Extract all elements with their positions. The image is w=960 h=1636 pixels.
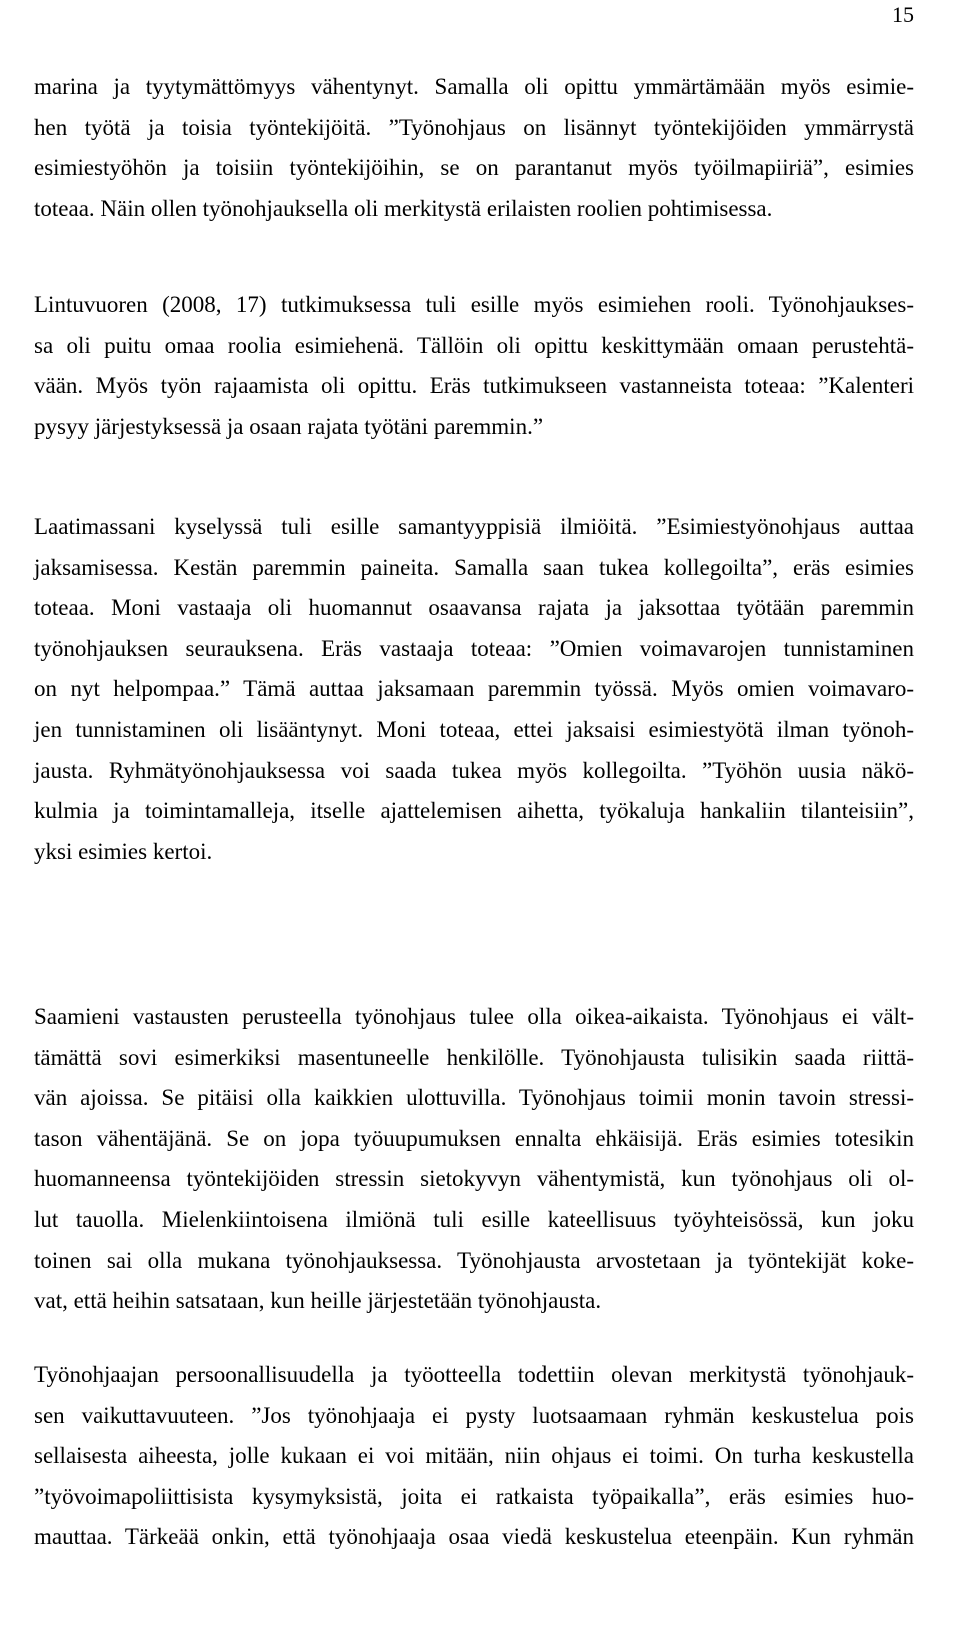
text-line: esimiestyöhön ja toisiin työntekijöihin, se on parantanut myös työilmapiiriä”, esimies: [34, 155, 914, 181]
text-line: kulmia ja toimintamalleja, itselle ajattelemisen aihetta, työkaluja hankaliin tilanteisiin”,: [34, 798, 914, 824]
text-line: mauttaa. Tärkeää onkin, että työnohjaaja osaa viedä keskustelua eteenpäin. Kun ryhmän: [34, 1524, 914, 1550]
text-line: lut tauolla. Mielenkiintoisena ilmiönä tuli esille kateellisuus työyhteisössä, kun joku: [34, 1207, 914, 1232]
text-line: jaksamisessa. Kestän paremmin paineita. Samalla saan tukea kollegoilta”, eräs esimies: [34, 554, 914, 580]
text-line: työnohjauksen seurauksena. Eräs vastaaja toteaa: ”Omien voimavarojen tunnistaminen: [34, 635, 914, 661]
text-line: jen tunnistaminen oli lisääntynyt. Moni toteaa, ettei jaksaisi esimiestyötä ilman työnoh-: [34, 717, 914, 742]
text-line: Työnohjaajan persoonallisuudella ja työotteella todettiin olevan merkitystä työnohjauk-: [34, 1362, 914, 1387]
text-line: toteaa. Näin ollen työnohjauksella oli merkitystä erilaisten roolien pohtimisessa.: [34, 195, 773, 221]
text-line: yksi esimies kertoi.: [34, 838, 213, 864]
text-line: Saamieni vastausten perusteella työnohjaus tulee olla oikea-aikaista. Työnohjaus ei vält-: [34, 1004, 914, 1029]
page-number: 15: [892, 2, 914, 27]
text-line: tämättä sovi esimerkiksi masentuneelle henkilölle. Työnohjausta tulisikin saada riittä-: [34, 1044, 914, 1070]
text-line: tason vähentäjänä. Se on jopa työuupumuksen ennalta ehkäisijä. Eräs esimies totesikin: [34, 1125, 914, 1151]
text-line: vän ajoissa. Se pitäisi olla kaikkien ulottuvilla. Työnohjaus toimii monin tavoin stressi-: [34, 1085, 914, 1111]
text-line: pysyy järjestyksessä ja osaan rajata työtäni paremmin.”: [34, 413, 544, 439]
text-line: Lintuvuoren (2008, 17) tutkimuksessa tuli esille myös esimiehen rooli. Työnohjaukses-: [34, 292, 914, 317]
text-line: on nyt helpompaa.” Tämä auttaa jaksamaan paremmin työssä. Myös omien voimavaro-: [34, 676, 914, 702]
text-line: toteaa. Moni vastaaja oli huomannut osaavansa rajata ja jaksottaa työtään paremmin: [34, 595, 914, 621]
text-line: sen vaikuttavuuteen. ”Jos työnohjaaja ei pysty luotsaamaan ryhmän keskustelua pois: [34, 1402, 914, 1428]
text-line: marina ja tyytymättömyys vähentynyt. Samalla oli opittu ymmärtämään myös esimie-: [34, 74, 914, 99]
text-line: vat, että heihin satsataan, kun heille järjestetään työnohjausta.: [34, 1288, 602, 1314]
text-line: sa oli puitu omaa roolia esimiehenä. Tällöin oli opittu keskittymään omaan perustehtä-: [34, 332, 914, 358]
text-line: vään. Myös työn rajaamista oli opittu. Eräs tutkimukseen vastanneista toteaa: ”Kalenteri: [34, 373, 914, 399]
text-line: hen työtä ja toisia työntekijöitä. ”Työnohjaus on lisännyt työntekijöiden ymmärrystä: [34, 114, 914, 140]
text-line: ”työvoimapoliittisista kysymyksistä, joita ei ratkaista työpaikalla”, eräs esimies huo-: [34, 1483, 914, 1509]
text-line: toinen sai olla mukana työnohjauksessa. Työnohjausta arvostetaan ja työntekijät koke-: [34, 1247, 914, 1273]
text-line: huomanneensa työntekijöiden stressin sietokyvyn vähentymistä, kun työnohjaus oli ol-: [34, 1166, 914, 1192]
text-line: jausta. Ryhmätyönohjauksessa voi saada tukea myös kollegoilta. ”Työhön uusia näkö-: [34, 757, 914, 783]
text-line: Laatimassani kyselyssä tuli esille samantyyppisiä ilmiöitä. ”Esimiestyönohjaus auttaa: [34, 514, 914, 539]
text-line: sellaisesta aiheesta, jolle kukaan ei voi mitään, niin ohjaus ei toimi. On turha keskustella: [34, 1443, 914, 1469]
